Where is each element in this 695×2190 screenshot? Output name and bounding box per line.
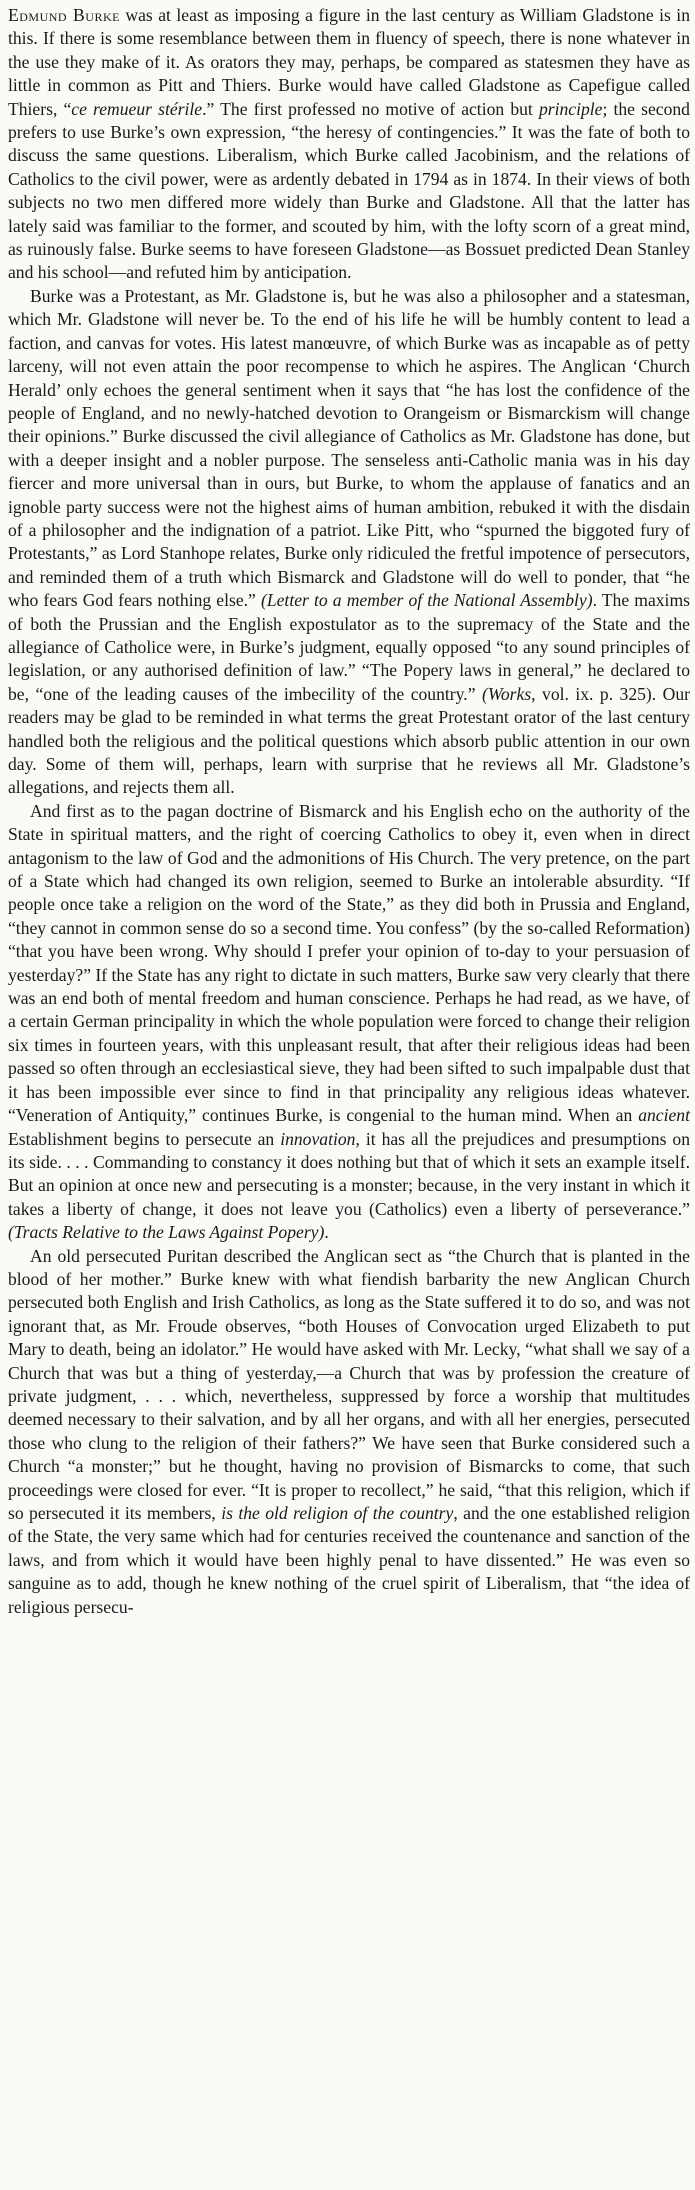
italic-text: innovation (280, 1128, 356, 1149)
author-name: Edmund Burke (8, 5, 120, 25)
text-run: . The maxims of both the Prussian and the English expostulator as to the supremacy of the State and the allegiance of Catholice were, in Burke’s judgment, equally opposed “to any sound principles of legislation, or any authorised definition of law.” “The Popery laws in general,” he declared to be, “one of the leading causes of the imbecility of the country.” (8, 590, 690, 704)
italic-text: (Letter to a member of the National Assembly) (260, 590, 593, 611)
text-run: , it has all the prejudices and presumptions on its side. . . . Commanding to constancy it does nothing but that of which it sets an example itself. But an opinion at once new and persecuting is a monster; because, in the very instant in which it takes a liberty of change, it does not leave you (Catholics) even a liberty of perseverance.” (8, 1128, 691, 1219)
italic-text: ce remueur stérile (71, 98, 203, 119)
text-run: And first as to the pagan doctrine of Bismarck and his English echo on the authority of the State in spiritual matters, and the right of coercing Catholics to obey it, even when in direct antagonism to the law of God and the admonitions of His Church. The very pretence, on the part of a State which had changed its own religion, seemed to Burke an intolerable absurdity. “If people once take a religion on the word of the State,” as they did both in Prussia and England, “they cannot in common sense do so a second time. You confess” (by the so-called Reformation) “that you have been wrong. Why should I prefer your opinion of to-day to your persuasion of yesterday?” If the State has any right to dictate in such matters, Burke saw very clearly that there was an end both of mental freedom and human conscience. Perhaps he had read, as we have, of a certain German principality in which the whole population were forced to change their religion six times in fourteen years, with this unpleasant result, that after their religious ideas had been passed so often through an ecclesiastical sieve, they had been sifted to such impalpable dust that it has been impossible ever since to find in that principality any religious ideas whatever. “Veneration of Antiquity,” continues Burke, is congenial to the human mind. When an (8, 800, 690, 1126)
paragraph-3 (8, 800, 690, 1245)
text-run: , vol. ix. p. 325). Our readers may be glad to be reminded in what terms the great Protestant orator of the last century handled both the religious and the political questions which absorb public attention in our own day. Some of them will, perhaps, learn with surprise that he reviews all Mr. Gladstone’s allegations, and rejects them all. (8, 683, 691, 798)
text-run: . (324, 1222, 329, 1243)
italic-text: (Works (481, 683, 532, 704)
text-run: Establishment begins to persecute an (8, 1128, 281, 1149)
italic-text: is the old religion of the country (221, 1503, 454, 1523)
text-run: ; the second prefers to use Burke’s own expression, “the heresy of contingencies.” It was the fate of both to discuss the same questions. Liberalism, which Burke called Jacobinism, and the relations of Catholics to the civil power, were as ardently debated in 1794 as in 1874. In their views of both subjects no two men differed more widely than Burke and Gladstone. All that the latter has lately said was familiar to the former, and scouted by him, with the lofty scorn of a great mind, as ruinously false. Burke seems to have foreseen Gladstone—as Bossuet predicted Dean Stanley and his school—and refuted him by anticipation. (8, 98, 690, 283)
italic-text: (Tracts Relative to the Laws Against Popery) (8, 1222, 325, 1243)
paragraph-1 (8, 4, 690, 285)
italic-text: ancient (638, 1105, 690, 1126)
text-run: Burke was a Protestant, as Mr. Gladstone is, but he was also a philosopher and a statesman, which Mr. Gladstone will never be. To the end of his life he will be humbly content to lead a faction, and canvas for votes. His latest manœuvre, of which Burke was as incapable as of petty larceny, will not even attain the poor recompense to which he aspires. The Anglican ‘Church Herald’ only echoes the general sentiment when it says that “he has lost the confidence of the people of England, and no newly-hatched devotion to Orangeism or Bismarckism will change their opinions.” Burke discussed the civil allegiance of Catholics as Mr. Gladstone has done, but with a deeper insight and a nobler purpose. The senseless anti-Catholic mania was in his day fiercer and more universal than in ours, but Burke, to whom the applause of fanatics and an ignoble party success were not the highest aims of human ambition, rebuked it with the disdain of a philosopher and the indignation of a patriot. Like Pitt, who “spurned the biggoted fury of Protestants,” as Lord Stanhope relates, Burke only ridiculed the fretful impotence of persecutors, and reminded them of a truth which Bismarck and Gladstone will do well to ponder, that “he who fears God fears nothing else.” (8, 285, 690, 611)
text-run: An old persecuted Puritan described the Anglican sect as “the Church that is planted in the blood of her mother.” Burke knew with what fiendish barbarity the new Anglican Church persecuted both English and Irish Catholics, as long as the State suffered it to do so, and was not ignorant that, as Mr. Froude observes, “both Houses of Convocation urged Elizabeth to put Mary to death, being an idolator.” He would have asked with Mr. Lecky, “what shall we say of a Church that was but a thing of yesterday,—a Church that was by profession the creature of private judgment, . . . which, nevertheless, suppressed by force a worship that multitudes deemed necessary to their salvation, and by all her organs, and with all her energies, persecuted those who clung to the religion of their fathers?” We have seen that Burke considered such a Church “a monster;” but he thought, having no provision of Bismarcks to come, that such proceedings were closed for ever. “It is proper to recollect,” he said, “that this religion, which if so persecuted it its members, (8, 1245, 690, 1523)
text-run: was at least as imposing a figure in the last century as William Gladstone is in this. If there is some resemblance between them in fluency of speech, there is none whatever in the use they make of it. As orators they may, perhaps, be compared as statesmen they have as little in common as Pitt and Thiers. Burke would have called Gladstone as Capefigue called Thiers, “ (8, 5, 690, 119)
text-run: , and the one established religion of the State, the very same which had for centuries received the countenance and sanction of the laws, and from which it would have been highly penal to have dissented.” He was even so sanguine as to add, though he knew nothing of the cruel spirit of Liberalism, that “the idea of religious persecu- (8, 1503, 690, 1617)
article-text (8, 4, 690, 1619)
paragraph-4 (8, 1245, 690, 1620)
italic-text: principle (538, 98, 603, 119)
text-run: .” The first professed no motive of action but (202, 98, 539, 119)
paragraph-2 (8, 285, 690, 800)
